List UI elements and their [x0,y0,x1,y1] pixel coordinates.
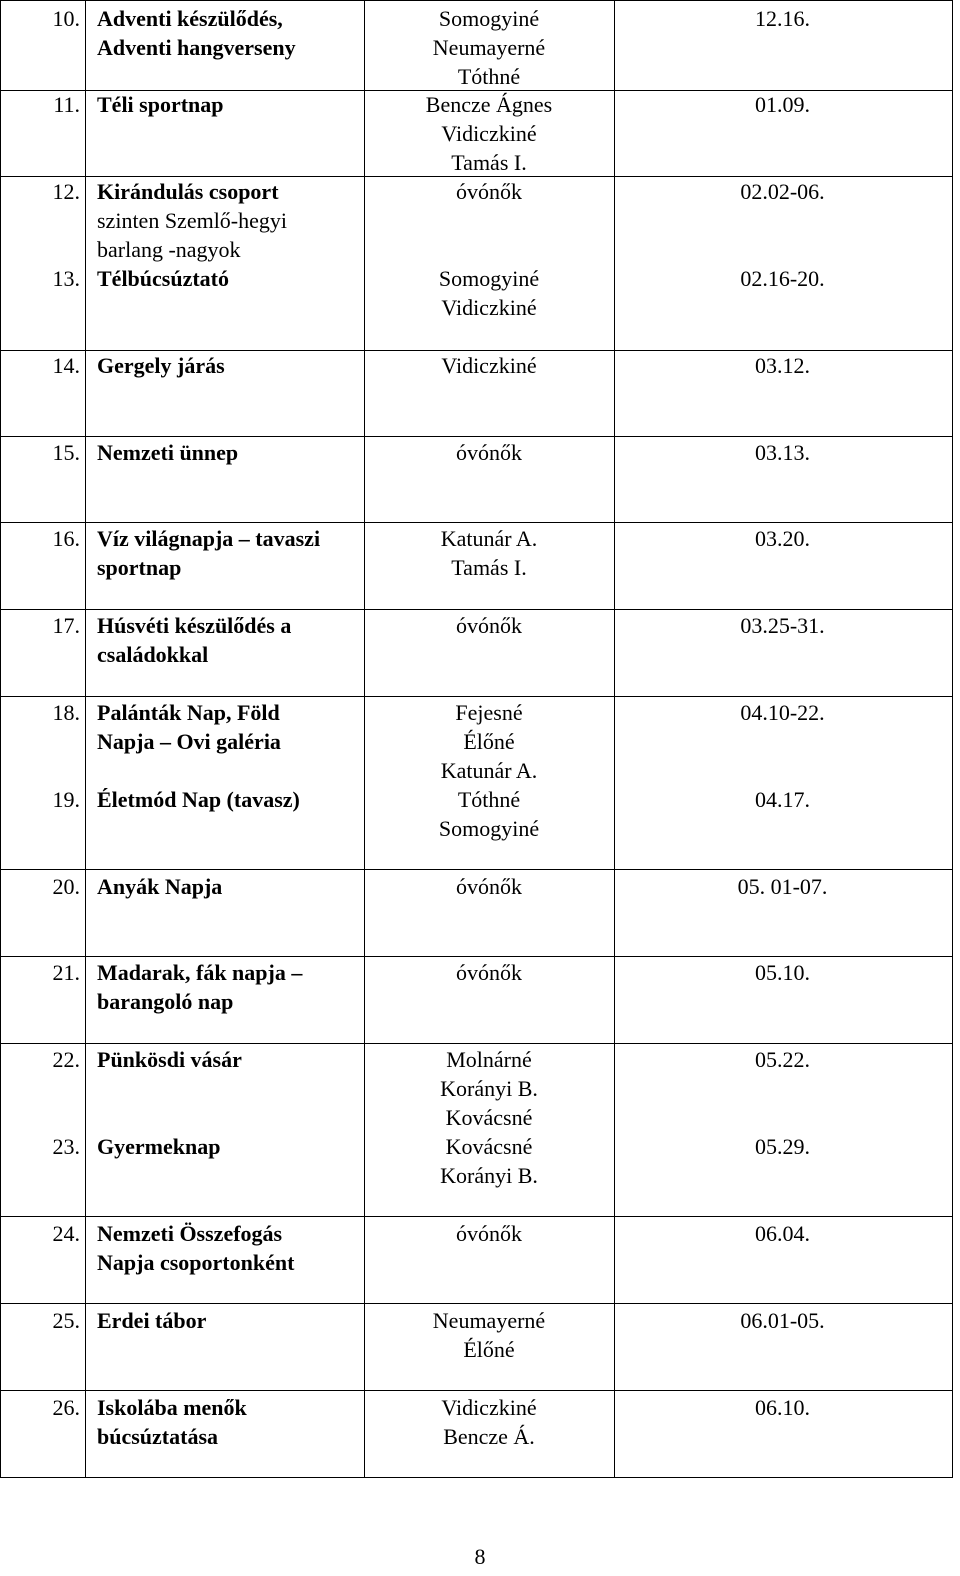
event-title [97,958,302,1016]
event-date: 06.04. [755,1221,810,1246]
row-divider [0,1390,953,1391]
row-number: 25. [52,1308,80,1333]
row-divider [0,436,953,437]
responsible-name: Tamás I. [451,150,527,175]
responsible [365,1045,613,1132]
responsible-name: Tamás I. [451,555,527,580]
responsible [365,177,613,206]
event-title-line: Húsvéti készülődés a [97,613,292,638]
event-title [97,177,287,264]
event-date: 05. 01-07. [737,874,828,899]
event-title-line: Életmód Nap (tavasz) [97,787,300,812]
event-date: 03.20. [755,526,810,551]
event-title-line: szinten Szemlő-hegyi [97,208,288,233]
row-divider [0,609,953,610]
event-date: 03.13. [755,440,810,465]
row-number: 21. [52,960,80,985]
event-title-line: Napja – Ovi galéria [97,729,281,754]
responsible-name: Élőné [463,729,515,754]
responsible-name: Tóthné [457,64,521,89]
event-title [97,1306,206,1335]
responsible [365,611,613,640]
responsible [365,4,613,91]
responsible-name: Vidiczkiné [441,1395,537,1420]
responsible-name: Élőné [463,1337,515,1362]
row-number: 14. [52,353,80,378]
event-title-line: barlang -nagyok [97,237,241,262]
event-title-line: Télbúcsúztató [97,266,229,291]
event-title-line: sportnap [97,555,182,580]
event-title-line: Téli sportnap [97,92,224,117]
responsible-name: óvónők [456,613,522,638]
event-title-line: Iskolába menők [97,1395,247,1420]
table-border [0,0,953,1]
responsible-name: Katunár A. [440,758,538,783]
responsible-name: óvónők [456,874,522,899]
row-number: 12. [52,179,80,204]
event-title-line: barangoló nap [97,989,234,1014]
event-title-line: Anyák Napja [97,874,223,899]
responsible [365,1132,613,1190]
responsible [365,1219,613,1248]
row-number: 17. [52,613,80,638]
responsible-name: Kovácsné [445,1134,533,1159]
event-title-line: Kirándulás csoport [97,179,279,204]
responsible [365,785,613,843]
event-title [97,1219,294,1277]
event-title-line: Nemzeti ünnep [97,440,239,465]
event-title-line: Gergely járás [97,353,225,378]
responsible-name: Molnárné [446,1047,532,1072]
event-title-line: búcsúztatása [97,1424,219,1449]
responsible-name: Neumayerné [432,1308,546,1333]
responsible [365,524,613,582]
event-title [97,264,229,293]
event-title-line: Palánták Nap, Föld [97,700,280,725]
responsible-name: Somogyiné [438,266,540,291]
page-number: 8 [474,1544,486,1569]
event-date: 04.17. [755,787,810,812]
responsible-name: Korányi B. [440,1076,538,1101]
responsible [365,1306,613,1364]
row-number: 22. [52,1047,80,1072]
row-number: 26. [52,1395,80,1420]
responsible-name: óvónők [456,440,522,465]
event-date: 05.10. [755,960,810,985]
responsible-name: Neumayerné [432,35,546,60]
event-title-line: Adventi készülődés, [97,6,283,31]
row-number: 11. [53,92,80,117]
event-title [97,1393,247,1451]
event-title [97,4,296,62]
event-title-line: Nemzeti Összefogás [97,1221,283,1246]
row-divider [0,522,953,523]
event-title-line: Gyermeknap [97,1134,221,1159]
responsible-name: Kovácsné [445,1105,533,1130]
responsible [365,958,613,987]
event-date: 06.01-05. [740,1308,825,1333]
row-number: 18. [52,700,80,725]
event-title-line: Erdei tábor [97,1308,207,1333]
row-number: 10. [52,6,80,31]
event-title-line: Pünkösdi vásár [97,1047,242,1072]
responsible [365,351,613,380]
event-title [97,698,281,756]
responsible-name: Korányi B. [440,1163,538,1188]
responsible-name: Vidiczkiné [441,295,537,320]
event-date: 06.10. [755,1395,810,1420]
responsible [365,438,613,467]
column-divider [614,0,615,1478]
responsible-name: óvónők [456,960,522,985]
event-title [97,351,225,380]
row-number: 13. [52,266,80,291]
event-title-line: Víz világnapja – tavaszi [97,526,321,551]
row-number: 15. [52,440,80,465]
event-date: 05.22. [755,1047,810,1072]
row-number: 20. [52,874,80,899]
column-divider [85,0,86,1478]
responsible-name: Vidiczkiné [441,121,537,146]
table-border [0,0,1,1478]
responsible-name: Tóthné [457,787,521,812]
responsible [365,90,613,177]
event-title [97,524,320,582]
event-date: 12.16. [755,6,810,31]
row-divider [0,956,953,957]
responsible-name: Katunár A. [440,526,538,551]
responsible [365,264,613,322]
event-date: 03.25-31. [740,613,825,638]
row-divider [0,1303,953,1304]
row-divider [0,696,953,697]
responsible-name: Fejesné [455,700,523,725]
responsible-name: Bencze Á. [443,1424,535,1449]
event-title-line: családokkal [97,642,209,667]
row-divider [0,1216,953,1217]
responsible-name: Somogyiné [438,816,540,841]
event-date: 02.16-20. [740,266,825,291]
event-title [97,872,222,901]
row-number: 24. [52,1221,80,1246]
responsible [365,1393,613,1451]
event-date: 03.12. [755,353,810,378]
responsible-name: óvónők [456,179,522,204]
event-title-line: Napja csoportonként [97,1250,295,1275]
event-title [97,90,224,119]
table-border [0,1477,953,1478]
row-number: 19. [52,787,80,812]
row-divider [0,869,953,870]
event-date: 01.09. [755,92,810,117]
event-date: 05.29. [755,1134,810,1159]
event-title-line: Adventi hangverseny [97,35,296,60]
event-date: 04.10-22. [740,700,825,725]
row-divider [0,1043,953,1044]
event-title [97,611,291,669]
row-number: 23. [52,1134,80,1159]
responsible [365,872,613,901]
event-title [97,785,300,814]
responsible-name: Somogyiné [438,6,540,31]
event-title-line: Madarak, fák napja – [97,960,303,985]
row-number: 16. [52,526,80,551]
responsible-name: Vidiczkiné [441,353,537,378]
table-border [952,0,953,1478]
event-title [97,1045,242,1074]
responsible-name: Bencze Ágnes [425,92,553,117]
responsible-name: óvónők [456,1221,522,1246]
event-date: 02.02-06. [740,179,825,204]
event-title [97,1132,220,1161]
event-title [97,438,238,467]
responsible [365,698,613,785]
